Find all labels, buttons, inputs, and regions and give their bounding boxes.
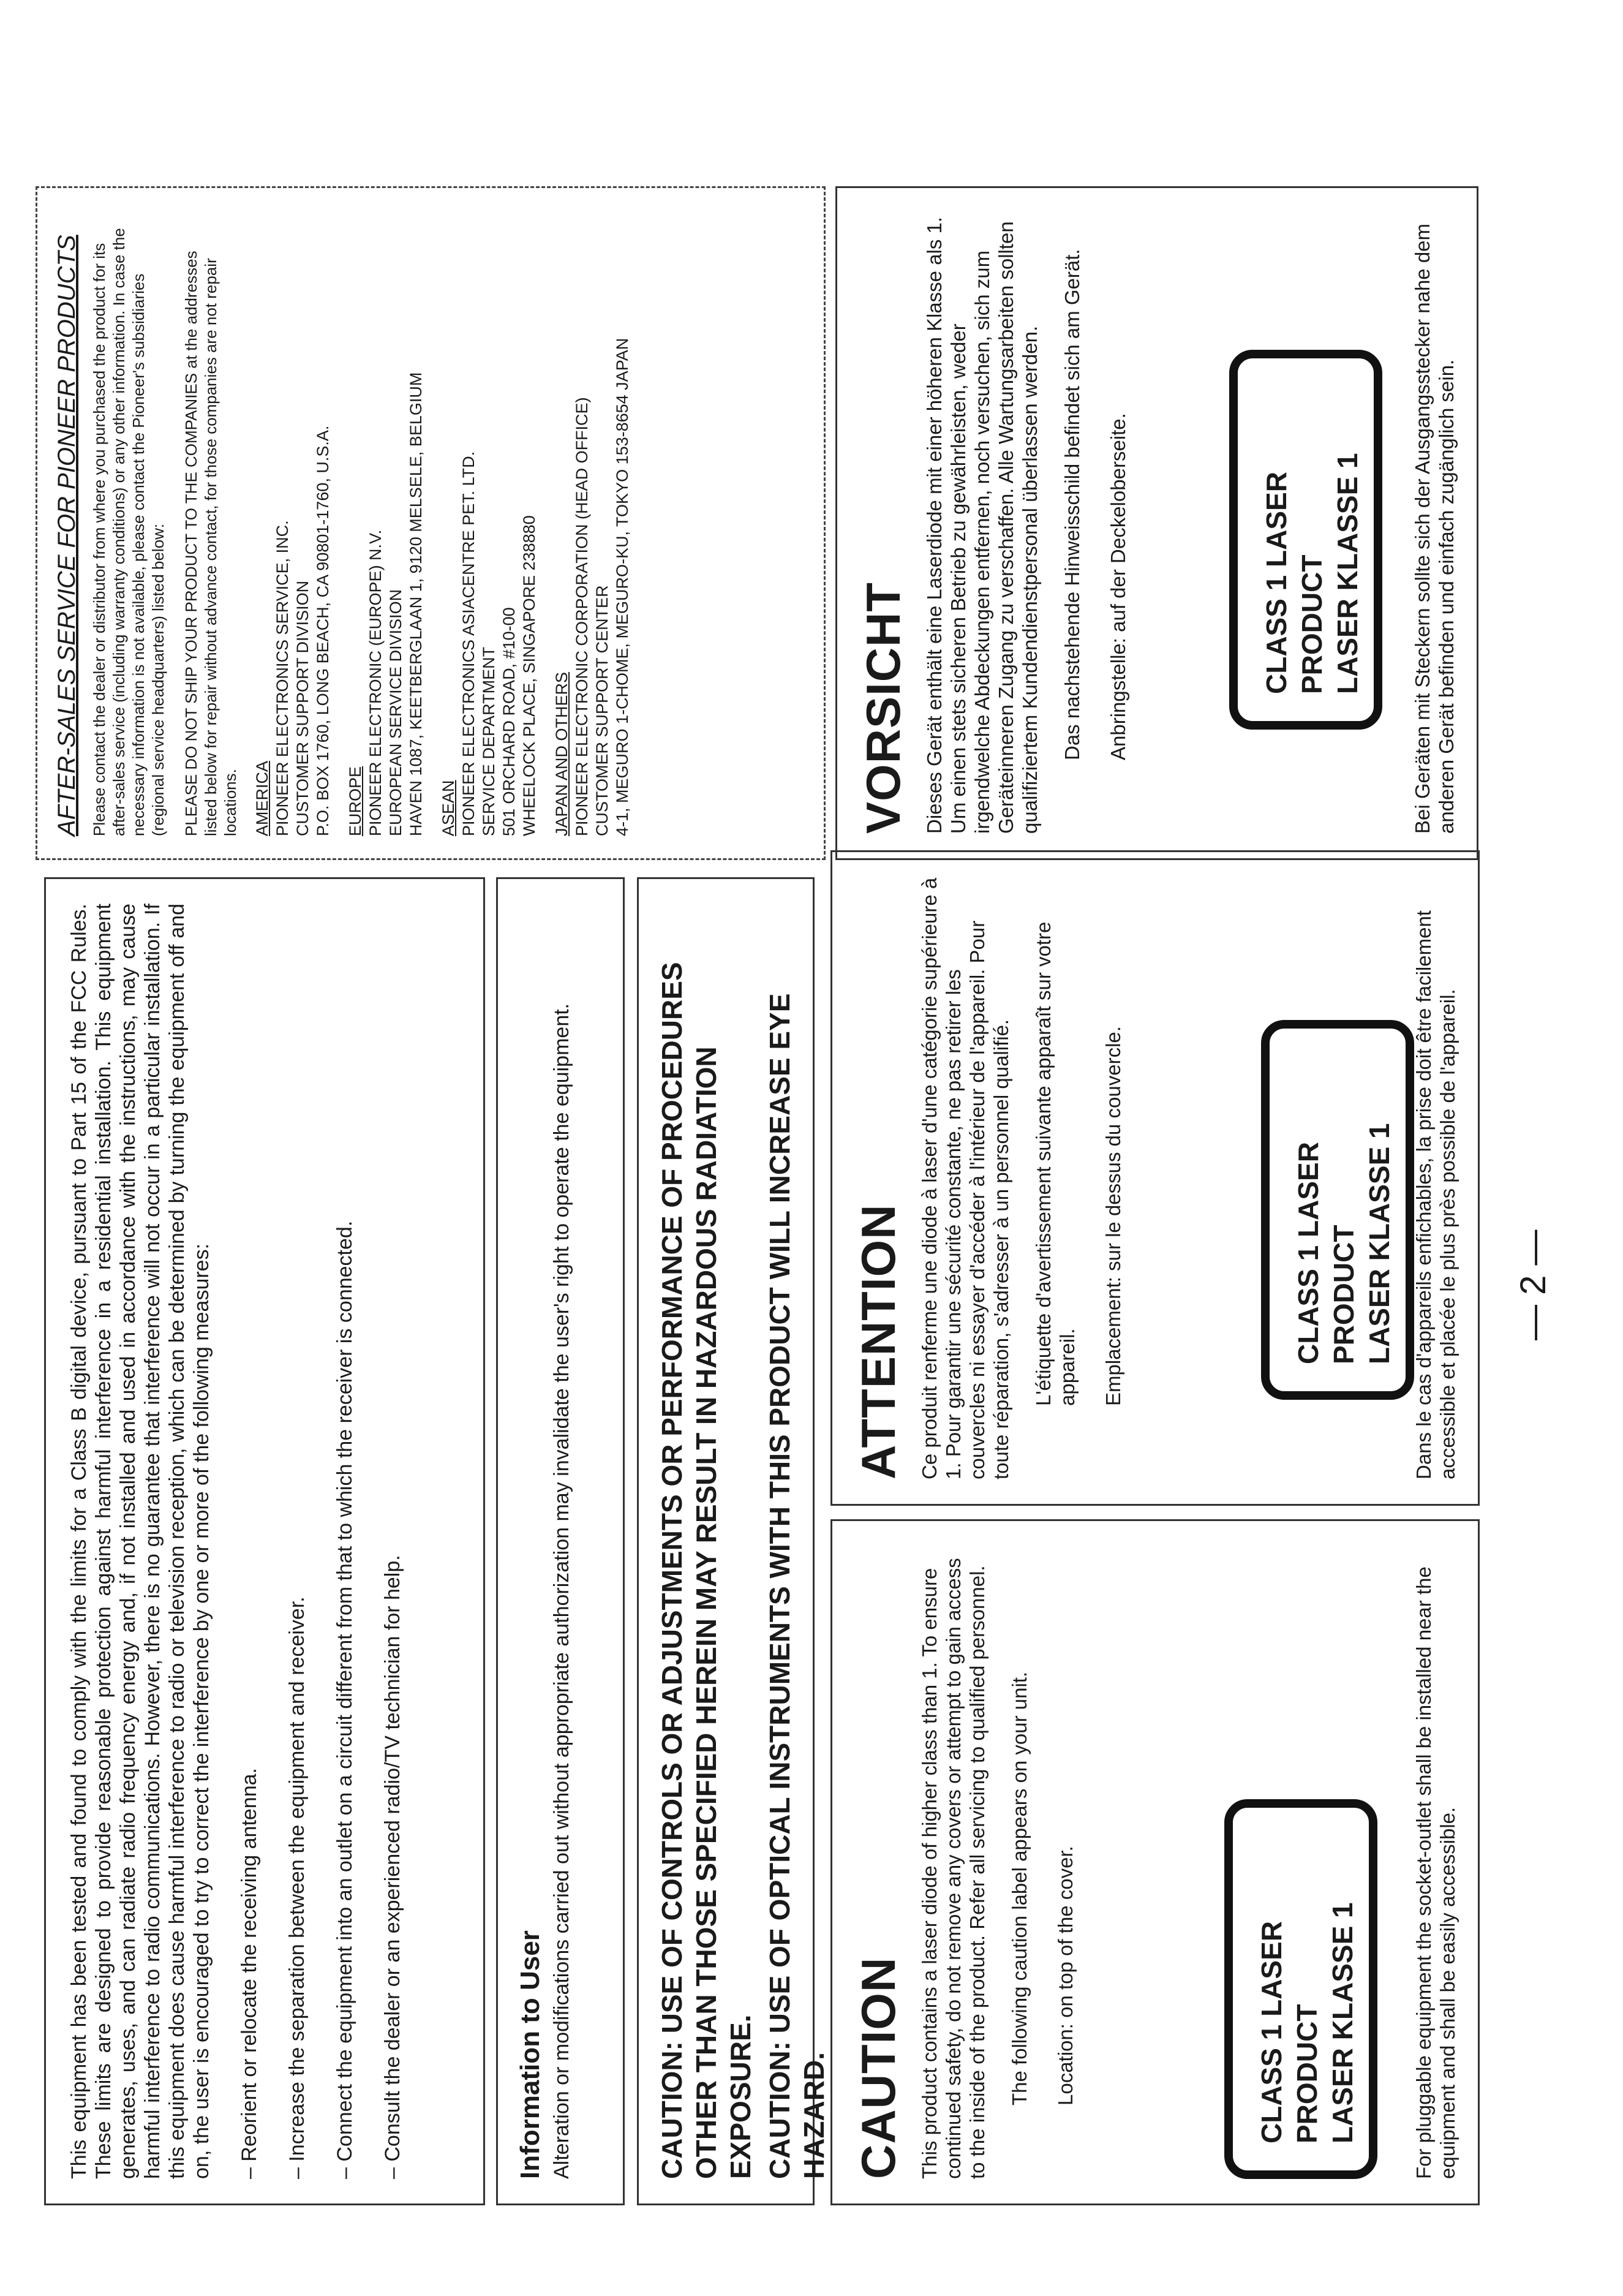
address-line: P.O. BOX 1760, LONG BEACH, CA 90801-1760, U.S.A. <box>314 425 332 836</box>
caution-fr-label-note: L'étiquette d'avertissement suivante apparaît sur votre appareil. <box>1032 921 1079 1406</box>
region-name: EUROPE <box>346 766 364 836</box>
fcc-notice-box <box>44 877 485 2205</box>
caution-de-label-note: Das nachstehende Hinweisschild befindet sich am Gerät. <box>1061 249 1083 760</box>
info-heading: Information to User <box>515 1930 545 2179</box>
fcc-bullet-3: – Connect the equipment into an outlet on a circuit different from that to which the receiver is connected. <box>333 1220 356 2179</box>
service-region-america <box>252 210 333 836</box>
address-line: PIONEER ELECTRONIC (EUROPE) N.V. <box>366 529 385 836</box>
laser-label-line-2: LASER KLASSE 1 <box>1363 1123 1395 1364</box>
address-line: CUSTOMER SUPPORT CENTER <box>593 585 611 836</box>
laser-class-label <box>1224 1799 1377 2179</box>
caution-de-heading: VORSICHT <box>856 581 910 834</box>
caution-de-footer: Bei Geräten mit Steckern sollte sich der Ausgangsstecker nahe dem anderen Gerät befinden und einfach zugänglich sein. <box>1411 223 1458 834</box>
caution-fr-footer: Dans le cas d'appareils enfichables, la prise doit être facilement accessible et placée le plus près possible de l'appareil. <box>1412 910 1459 1479</box>
address-line: SERVICE DEPARTMENT <box>480 646 498 836</box>
caution-en-label-note: The following caution label appears on your unit. <box>1008 1671 1031 2105</box>
caution-en-heading: CAUTION <box>851 1957 905 2179</box>
fcc-bullet-4: – Consult the dealer or an experienced radio/TV technician for help. <box>381 1555 404 2179</box>
address-line: 501 ORCHARD ROAD, #10-00 <box>500 607 518 836</box>
caution-warning-box <box>637 877 830 2205</box>
info-text: Alteration or modifications carried out without appropriate authorization may invalidate the user's right to operate the equipment. <box>550 1003 573 2179</box>
laser-label-line-1: CLASS 1 LASER PRODUCT <box>1256 1921 1323 2143</box>
address-line: PIONEER ELECTRONIC CORPORATION (HEAD OFFICE) <box>573 397 591 836</box>
info-to-user-box <box>496 877 625 2205</box>
address-line: CUSTOMER SUPPORT DIVISION <box>293 580 312 836</box>
fcc-intro: This equipment has been tested and found to comply with the limits for a Class B digital device, pursuant to Part 15 of the FCC Rules. These limits are designed to provide reasonable protection against harmful interference in a residential installation. This equipment generates, uses, and can radiate radio frequency energy and, if not installed and used in accordance with the instructions, may cause harmful interference to radio communications. However, there is no guarantee that interference will not occur in a particular installation. If this equipment does cause harmful interference to radio or television reception, which can be determined by turning the equipment off and on, the user is encouraged to try to correct the interference by one or more of the following measures: <box>67 904 213 2179</box>
address-line: PIONEER ELECTRONICS ASIACENTRE PET. LTD. <box>459 451 478 836</box>
region-name: ASEAN <box>439 780 458 836</box>
service-region-europe <box>345 210 426 836</box>
fcc-bullet-2: – Increase the separation between the equipment and receiver. <box>285 1596 309 2179</box>
service-title: AFTER-SALES SERVICE FOR PIONEER PRODUCTS <box>53 235 80 836</box>
fcc-bullet-1: – Reorient or relocate the receiving antenna. <box>238 1768 261 2179</box>
address-line: 4-1, MEGURO 1-CHOME, MEGURO-KU, TOKYO 153-8654 JAPAN <box>613 338 631 836</box>
caution-fr-body: Ce produit renferme une diode à laser d'une catégorie supérieure à 1. Pour garantir une sécurité constante, ne pas retirer les couvercles ni essayer d'accéder à l'intérieur de l'appareil. Pour toute réparation, s'adresser à un personnel qualifié. <box>918 877 1012 1479</box>
caution-fr-panel <box>830 850 1480 1506</box>
address-line: PIONEER ELECTRONICS SERVICE, INC. <box>273 520 292 836</box>
page-number: — 2 — <box>1513 1229 1553 1340</box>
caution-de-panel <box>835 186 1478 860</box>
region-name: JAPAN AND OTHERS <box>552 671 571 836</box>
service-region-japan <box>552 210 633 836</box>
caution-de-body: Dieses Gerät enthält eine Laserdiode mit einer höheren Klasse als 1. Um einen stets sicheren Betrieb zu gewährleisten, weder irgendwelche Abdeckungen entfernen, noch versuchen, sich zum Geräteinneren Zugang zu verschaffen. Alle Wartungsarbeiten sollten qualifiziertem Kundendienstpersonal überlassen werden. <box>923 216 1041 834</box>
service-region-asean <box>439 210 540 836</box>
caution-warning-line-2: CAUTION: USE OF OPTICAL INSTRUMENTS WITH THIS PRODUCT WILL INCREASE EYE HAZARD. <box>764 993 830 2179</box>
caution-fr-location: Emplacement: sur le dessus du couvercle. <box>1102 1026 1124 1406</box>
laser-label-line-2: LASER KLASSE 1 <box>1331 453 1363 694</box>
caution-fr-heading: ATTENTION <box>851 1204 905 1479</box>
service-para-2: PLEASE DO NOT SHIP YOUR PRODUCT TO THE COMPANIES at the addresses listed below for repair without advance contact, for those companies are not repair locations. <box>182 251 239 836</box>
laser-class-label <box>1229 350 1382 730</box>
caution-en-location: Location: on top of the cover. <box>1054 1846 1077 2105</box>
region-name: AMERICA <box>253 760 271 836</box>
laser-label-line-1: CLASS 1 LASER PRODUCT <box>1260 472 1328 694</box>
address-line: WHEELOCK PLACE, SINGAPORE 238880 <box>520 515 538 836</box>
laser-label-line-1: CLASS 1 LASER PRODUCT <box>1292 1142 1360 1364</box>
service-para-1: Please contact the dealer or distributor from where you purchased the product for its after-sales service (including warranty conditions) or any other information. In case the necessary information is not available, please contact the Pioneer's subsidiaries (regional service headquarters) listed below: <box>90 228 167 836</box>
caution-en-body: This product contains a laser diode of higher class than 1. To ensure continued safety, do not remove any covers or attempt to gain access to the inside of the product. Refer all servicing to qualified personnel. <box>918 1558 988 2179</box>
laser-label-line-2: LASER KLASSE 1 <box>1327 1902 1358 2143</box>
after-sales-service-box <box>36 186 826 860</box>
caution-warning-line-1: CAUTION: USE OF CONTROLS OR ADJUSTMENTS OR PERFORMANCE OF PROCEDURES OTHER THAN THOSE SPECIFIED HEREIN MAY RESULT IN HAZARDOUS RADIATION EXPOSURE. <box>656 962 756 2179</box>
caution-de-location: Anbringstelle: auf der Deckeloberseite. <box>1107 413 1129 760</box>
caution-en-footer: For pluggable equipment the socket-outlet shall be installed near the equipment and shall be easily accessible. <box>1412 1566 1459 2179</box>
address-line: EUROPEAN SERVICE DIVISION <box>386 589 405 836</box>
caution-en-panel <box>830 1519 1480 2205</box>
laser-class-label <box>1261 1020 1414 1400</box>
address-line: HAVEN 1087, KEETBERGLAAN 1, 9120 MELSELE, BELGIUM <box>407 372 425 836</box>
